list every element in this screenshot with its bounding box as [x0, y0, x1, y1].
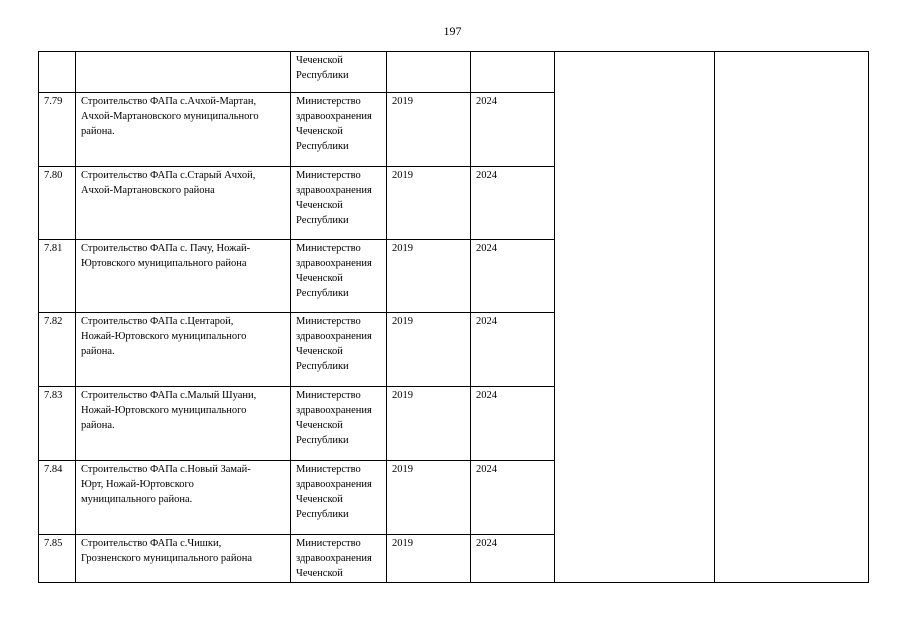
executor-line: Министерство: [296, 538, 361, 549]
cell-executor: [291, 93, 387, 167]
cell-num: [39, 167, 76, 240]
cell-name: [76, 52, 291, 93]
name-line: района.: [81, 420, 115, 431]
row-number: 7.84: [44, 464, 63, 475]
executor-line: Чеченской: [296, 420, 343, 431]
cell-start-year: [387, 167, 471, 240]
page-number: 197: [443, 24, 462, 38]
name-line: Юрт, Ножай-Юртовского: [81, 479, 194, 490]
row-number: 7.83: [44, 390, 63, 401]
name-line: района.: [81, 126, 115, 137]
cell-name: [76, 167, 291, 240]
name-line: Ножай-Юртовского муниципального: [81, 331, 247, 342]
cell-name: [76, 387, 291, 461]
cell-end-year: [471, 535, 555, 583]
executor-line: Министерство: [296, 316, 361, 327]
cell-num: [39, 240, 76, 313]
executor-line: здравоохранения: [296, 553, 372, 564]
start-year: 2019: [392, 538, 413, 549]
start-year: 2019: [392, 390, 413, 401]
end-year: 2024: [476, 390, 497, 401]
cell-name: [76, 93, 291, 167]
row-number: 7.79: [44, 96, 63, 107]
name-line: Строительство ФАПа с. Пачу, Ножай-: [81, 243, 251, 254]
cell-start-year: [387, 387, 471, 461]
cell-executor: [291, 52, 387, 93]
cell-start-year: [387, 240, 471, 313]
executor-line: Чеченской: [296, 494, 343, 505]
name-line: Строительство ФАПа с.Центарой,: [81, 316, 234, 327]
executor-line: здравоохранения: [296, 479, 372, 490]
end-year: 2024: [476, 316, 497, 327]
cell-end-year: [471, 167, 555, 240]
cell-num: [39, 461, 76, 535]
row-number: 7.82: [44, 316, 63, 327]
cell-executor: [291, 240, 387, 313]
cell-start-year: [387, 535, 471, 583]
name-line: муниципального района.: [81, 494, 193, 505]
cell-end-year: [471, 387, 555, 461]
cell-end-year: [471, 313, 555, 387]
end-year: 2024: [476, 538, 497, 549]
name-line: Ачхой-Мартановского района: [81, 185, 215, 196]
executor-line: здравоохранения: [296, 111, 372, 122]
executor-line: Чеченской: [296, 346, 343, 357]
cell-end-year: [471, 93, 555, 167]
executor-line: Чеченской: [296, 568, 343, 579]
executor-line: Чеченской: [296, 55, 343, 66]
executor-line: Республики: [296, 509, 349, 520]
end-year: 2024: [476, 170, 497, 181]
end-year: 2024: [476, 464, 497, 475]
row-number: 7.81: [44, 243, 63, 254]
cell-num: [39, 387, 76, 461]
cell-name: [76, 461, 291, 535]
name-line: Строительство ФАПа с.Новый Замай-: [81, 464, 251, 475]
cell-num: [39, 535, 76, 583]
end-year: 2024: [476, 243, 497, 254]
cell-executor: [291, 461, 387, 535]
end-year: 2024: [476, 96, 497, 107]
start-year: 2019: [392, 464, 413, 475]
measures-table: [38, 51, 869, 583]
executor-line: Чеченской: [296, 126, 343, 137]
name-line: Ножай-Юртовского муниципального: [81, 405, 247, 416]
cell-start-year: [387, 93, 471, 167]
executor-line: Министерство: [296, 170, 361, 181]
row-number: 7.85: [44, 538, 63, 549]
executor-line: Республики: [296, 435, 349, 446]
executor-line: здравоохранения: [296, 405, 372, 416]
cell-name: [76, 240, 291, 313]
executor-line: Министерство: [296, 464, 361, 475]
start-year: 2019: [392, 243, 413, 254]
cell-merged-col6: [555, 52, 715, 583]
cell-end-year: [471, 461, 555, 535]
cell-name: [76, 313, 291, 387]
cell-end-year: [471, 52, 555, 93]
executor-line: Министерство: [296, 390, 361, 401]
name-line: Строительство ФАПа с.Старый Ачхой,: [81, 170, 256, 181]
cell-name: [76, 535, 291, 583]
start-year: 2019: [392, 170, 413, 181]
name-line: Грозненского муниципального района: [81, 553, 252, 564]
cell-start-year: [387, 52, 471, 93]
cell-executor: [291, 167, 387, 240]
cell-executor: [291, 535, 387, 583]
executor-line: Министерство: [296, 96, 361, 107]
cell-executor: [291, 387, 387, 461]
executor-line: Чеченской: [296, 273, 343, 284]
executor-line: Республики: [296, 215, 349, 226]
cell-start-year: [387, 313, 471, 387]
table-row-continued: [39, 52, 869, 93]
start-year: 2019: [392, 316, 413, 327]
row-number: 7.80: [44, 170, 63, 181]
name-line: Строительство ФАПа с.Ачхой-Мартан,: [81, 96, 257, 107]
executor-line: здравоохранения: [296, 331, 372, 342]
executor-line: Чеченской: [296, 200, 343, 211]
executor-line: Республики: [296, 288, 349, 299]
executor-line: Республики: [296, 361, 349, 372]
name-line: Ачхой-Мартановского муниципального: [81, 111, 259, 122]
cell-executor: [291, 313, 387, 387]
name-line: Юртовского муниципального района: [81, 258, 247, 269]
executor-line: Республики: [296, 70, 349, 81]
start-year: 2019: [392, 96, 413, 107]
name-line: района.: [81, 346, 115, 357]
name-line: Строительство ФАПа с.Чишки,: [81, 538, 222, 549]
executor-line: Министерство: [296, 243, 361, 254]
name-line: Строительство ФАПа с.Малый Шуани,: [81, 390, 257, 401]
cell-num: [39, 313, 76, 387]
cell-num: [39, 52, 76, 93]
cell-num: [39, 93, 76, 167]
cell-merged-col7: [715, 52, 869, 583]
executor-line: Республики: [296, 141, 349, 152]
cell-start-year: [387, 461, 471, 535]
executor-line: здравоохранения: [296, 185, 372, 196]
executor-line: здравоохранения: [296, 258, 372, 269]
cell-end-year: [471, 240, 555, 313]
